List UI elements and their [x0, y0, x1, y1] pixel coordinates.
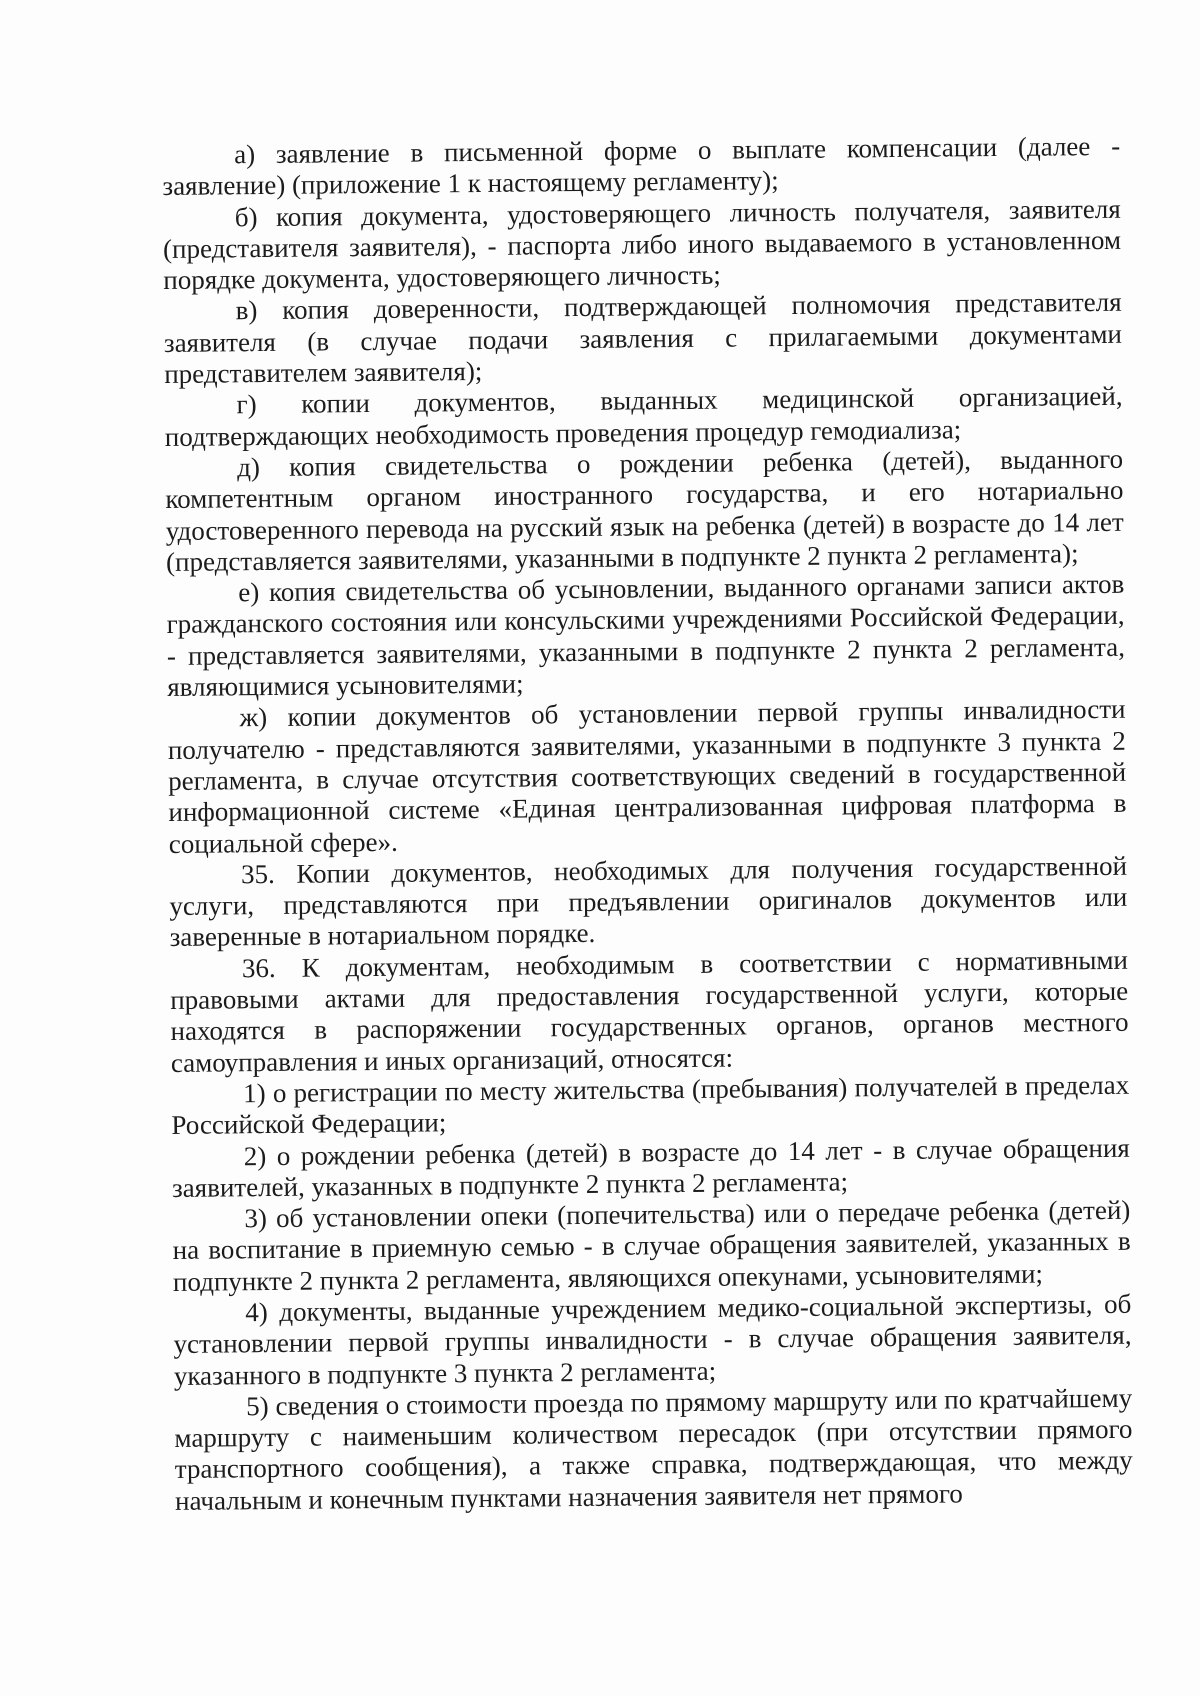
paragraph-item-1: 1) о регистрации по месту жительства (пребывания) получателей в пределах Российской Федерации; [171, 1069, 1130, 1141]
paragraph-item-2: 2) о рождении ребенка (детей) в возрасте до 14 лет - в случае обращения заявителей, указанных в подпункте 2 пункта 2 регламента; [171, 1132, 1130, 1203]
paragraph-item-zh: ж) копии документов об установлении первой группы инвалидности получателю - представляются заявителями, указанными в подпункте 3 пункта 2 регламента, в случае отсутствия соответствующих сведений в государственной информационной системе «Единая централизованная цифровая платформа в социальной сфере». [167, 694, 1127, 859]
paragraph-35: 35. Копии документов, необходимых для получения государственной услуги, представляются при предъявлении оригиналов документов или заверенные в нотариальном порядке. [169, 850, 1128, 953]
paragraph-item-a: а) заявление в письменной форме о выплате компенсации (далее - заявление) (приложение 1 к настоящему регламенту); [162, 130, 1121, 202]
paragraph-36: 36. К документам, необходимым в соответствии с нормативными правовыми актами для предоставления государственной услуги, которые находятся в распоряжении государственных органов, органов местного самоуправления и иных организаций, относятся: [170, 944, 1129, 1078]
document-text [162, 131, 1133, 1517]
paragraph-item-e: е) копия свидетельства об усыновлении, выданного органами записи актов гражданского состояния или консульскими учреждениями Российской Федерации, - представляется заявителями, указанными в подпункте 2 пункта 2 регламента, являющимися усыновителями; [166, 568, 1126, 703]
paragraph-item-v: в) копия доверенности, подтверждающей полномочия представителя заявителя (в случае подачи заявления с прилагаемыми документами представителем заявителя); [163, 287, 1123, 390]
paragraph-item-3: 3) об установлении опеки (попечительства) или о передаче ребенка (детей) на воспитание в приемную семью - в случае обращения заявителей, указанных в подпункте 2 пункта 2 регламента, являющихся опекунами, усыновителями; [172, 1194, 1131, 1297]
paragraph-item-4: 4) документы, выданные учреждением медико-социальной экспертизы, об установлении первой группы инвалидности - в случае обращения заявителя, указанного в подпункте 3 пункта 2 регламента; [173, 1288, 1132, 1391]
paragraph-item-5: 5) сведения о стоимости проезда по прямому маршруту или по кратчайшему маршруту с наименьшим количеством пересадок (при отсутствии прямого транспортного сообщения), а также справка, подтверждающая, что между начальным и конечным пунктами назначения заявителя нет прямого [174, 1382, 1133, 1516]
paragraph-item-d: д) копия свидетельства о рождении ребенка (детей), выданного компетентным органом иностранного государства, и его нотариально удостоверенного перевода на русский язык на ребенка (детей) в возрасте до 14 лет (представляется заявителями, указанными в подпункте 2 пункта 2 регламента); [165, 443, 1124, 577]
paragraph-item-g: г) копии документов, выданных медицинской организацией, подтверждающих необходимость проведения процедур гемодиализа; [164, 381, 1123, 452]
paragraph-item-b: б) копия документа, удостоверяющего личность получателя, заявителя (представителя заявителя), - паспорта либо иного выдаваемого в установленном порядке документа, удостоверяющего личность; [162, 193, 1122, 296]
